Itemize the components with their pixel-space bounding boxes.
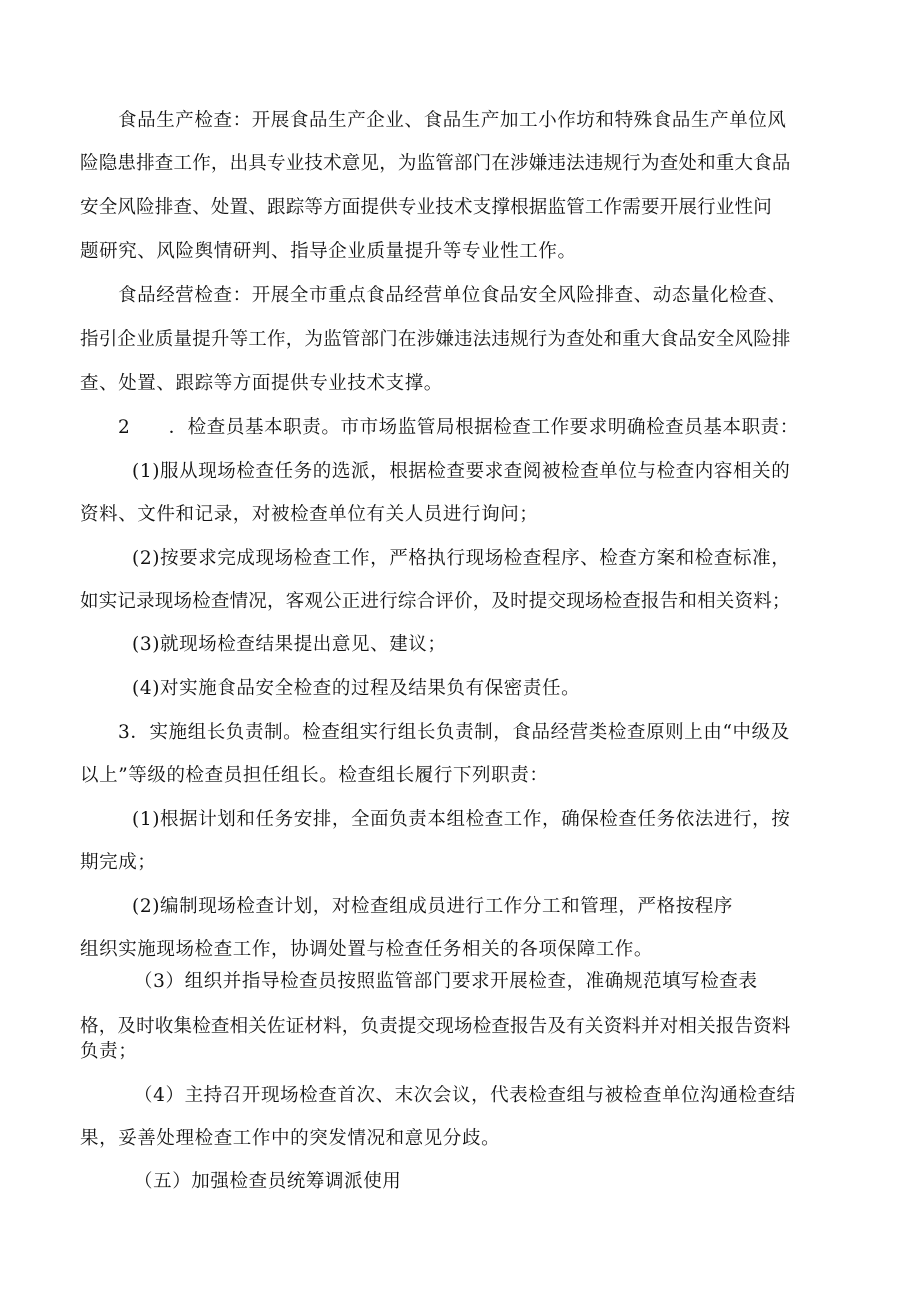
leader-duty-4-line-2: 果，妥善处理检查工作中的突发情况和意见分歧。	[80, 1128, 501, 1149]
leader-duty-3-line-1: （3）组织并指导检查员按照监管部门要求开展检查，准确规范填写检查表	[134, 971, 758, 992]
paragraph-food-production-line-3: 安全风险排查、处置、跟踪等方面提供专业技术支撑根据监管工作需要开展行业性问	[80, 197, 772, 218]
duty-2-line-1: (2)按要求完成现场检查工作，严格执行现场检查程序、检查方案和检查标准，	[132, 548, 791, 569]
section-3-heading-line-2: 以上”等级的检查员担任组长。检查组长履行下列职责：	[80, 765, 549, 786]
leader-duty-3-line-2: 格，及时收集检查相关佐证材料，负责提交现场检查报告及有关资料并对相关报告资料	[80, 1016, 791, 1037]
paragraph-food-business-line-3: 查、处置、跟踪等方面提供专业技术支撑。	[80, 373, 443, 394]
leader-duty-1-line-1: (1)根据计划和任务安排，全面负责本组检查工作，确保检查任务依法进行，按	[132, 809, 791, 830]
duty-3: (3)就现场检查结果提出意见、建议；	[132, 634, 447, 655]
paragraph-food-business-line-2: 指引企业质量提升等工作，为监管部门在涉嫌违法违规行为查处和重大食品安全风险排	[80, 329, 791, 350]
section-2-heading: 2 ．检查员基本职责。市市场监管局根据检查工作要求明确检查员基本职责：	[118, 417, 799, 438]
leader-duty-3-line-3: 负责；	[80, 1041, 138, 1062]
paragraph-food-production-line-4: 题研究、风险舆情研判、指导企业质量提升等专业性工作。	[80, 241, 577, 262]
duty-2-line-2: 如实记录现场检查情况，客观公正进行综合评价，及时提交现场检查报告和相关资料；	[80, 591, 791, 612]
leader-duty-2-line-1: (2)编制现场检查计划，对检查组成员进行工作分工和管理，严格按程序	[132, 896, 734, 917]
paragraph-food-business-line-1: 食品经营检查：开展全市重点食品经营单位食品安全风险排查、动态量化检查、	[118, 285, 787, 306]
leader-duty-4-line-1: （4）主持召开现场检查首次、末次会议，代表检查组与被检查单位沟通检查结	[134, 1085, 796, 1106]
leader-duty-2-line-2: 组织实施现场检查工作，协调处置与检查任务相关的各项保障工作。	[80, 939, 654, 960]
paragraph-food-production-line-1: 食品生产检查：开展食品生产企业、食品生产加工小作坊和特殊食品生产单位风	[118, 110, 787, 131]
section-3-heading-line-1: 3．实施组长负责制。检查组实行组长负责制，食品经营类检查原则上由“中级及	[118, 722, 790, 743]
paragraph-food-production-line-2: 险隐患排查工作，出具专业技术意见，为监管部门在涉嫌违法违规行为查处和重大食品	[80, 153, 791, 174]
duty-1-line-1: (1)服从现场检查任务的选派，根据检查要求查阅被检查单位与检查内容相关的	[132, 461, 791, 482]
duty-4: (4)对实施食品安全检查的过程及结果负有保密责任。	[132, 678, 581, 699]
section-5-heading: （五）加强检查员统筹调派使用	[134, 1171, 402, 1192]
duty-1-line-2: 资料、文件和记录，对被检查单位有关人员进行询问；	[80, 504, 539, 525]
leader-duty-1-line-2: 期完成；	[80, 852, 157, 873]
